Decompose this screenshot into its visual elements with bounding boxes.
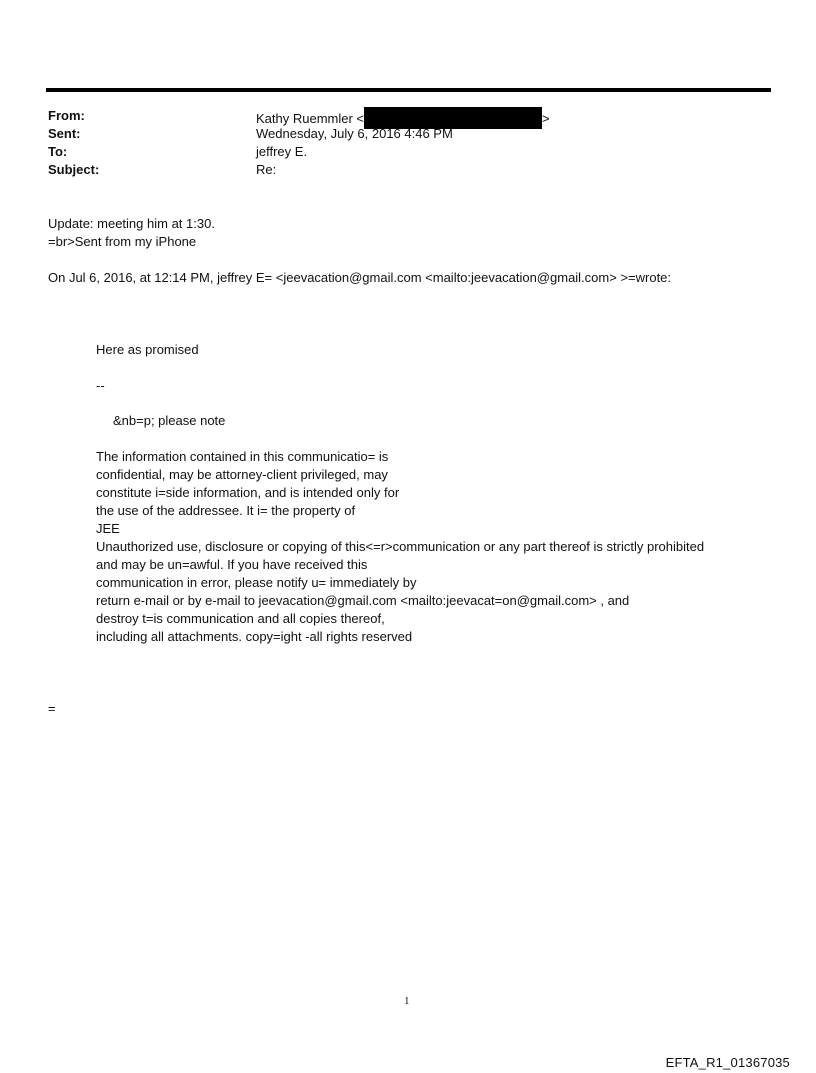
sender-name: Kathy Ruemmler < xyxy=(256,111,365,126)
disclaimer-line: constitute i=side information, and is intended only for xyxy=(96,485,400,500)
disclaimer-line: communication in error, please notify u= immediately by xyxy=(96,575,417,590)
disclaimer-line: the use of the addressee. It i= the property of xyxy=(96,503,356,518)
from-row xyxy=(48,107,550,126)
disclaimer-line: return e-mail or by e-mail to jeevacation@gmail.com <mailto:jeevacat=on@gmail.com> , and xyxy=(96,593,630,608)
trailing-equals: = xyxy=(48,701,56,716)
note-line: &nb=p; please note xyxy=(113,413,226,428)
disclaimer-line: destroy t=is communication and all copies thereof, xyxy=(96,611,385,626)
disclaimer-line: confidential, may be attorney-client privileged, may xyxy=(96,467,388,482)
promised-line: Here as promised xyxy=(96,342,199,357)
sender-bracket: > xyxy=(542,111,550,126)
disclaimer-line: JEE xyxy=(96,521,120,536)
update-line: Update: meeting him at 1:30. xyxy=(48,216,215,231)
subject-label: Subject: xyxy=(48,162,100,177)
to-value: jeffrey E. xyxy=(256,144,308,159)
subject-row xyxy=(48,161,277,179)
to-row xyxy=(48,143,308,161)
from-label: From: xyxy=(48,108,85,123)
document-id: EFTA_R1_01367035 xyxy=(665,1055,790,1070)
dashes-line: -- xyxy=(96,378,105,393)
quote-intro-line: On Jul 6, 2016, at 12:14 PM, jeffrey E= <jeevacation@gmail.com <mailto:jeevacation@gmail.com> >=wrote: xyxy=(48,270,672,285)
to-label: To: xyxy=(48,144,68,159)
disclaimer-line: including all attachments. copy=ight -all rights reserved xyxy=(96,629,413,644)
subject-value: Re: xyxy=(256,162,277,177)
disclaimer-line: Unauthorized use, disclosure or copying of this<=r>communication or any part thereof is strictly prohibited xyxy=(96,539,705,554)
sent-row xyxy=(48,125,453,143)
disclaimer-line: The information contained in this communicatio= is xyxy=(96,449,389,464)
sent-from-line: =br>Sent from my iPhone xyxy=(48,234,197,249)
page-number: 1 xyxy=(404,995,410,1007)
header-rule xyxy=(46,88,771,92)
disclaimer-line: and may be un=awful. If you have received this xyxy=(96,557,368,572)
sent-label: Sent: xyxy=(48,126,81,141)
sent-value: Wednesday, July 6, 2016 4:46 PM xyxy=(256,126,453,141)
